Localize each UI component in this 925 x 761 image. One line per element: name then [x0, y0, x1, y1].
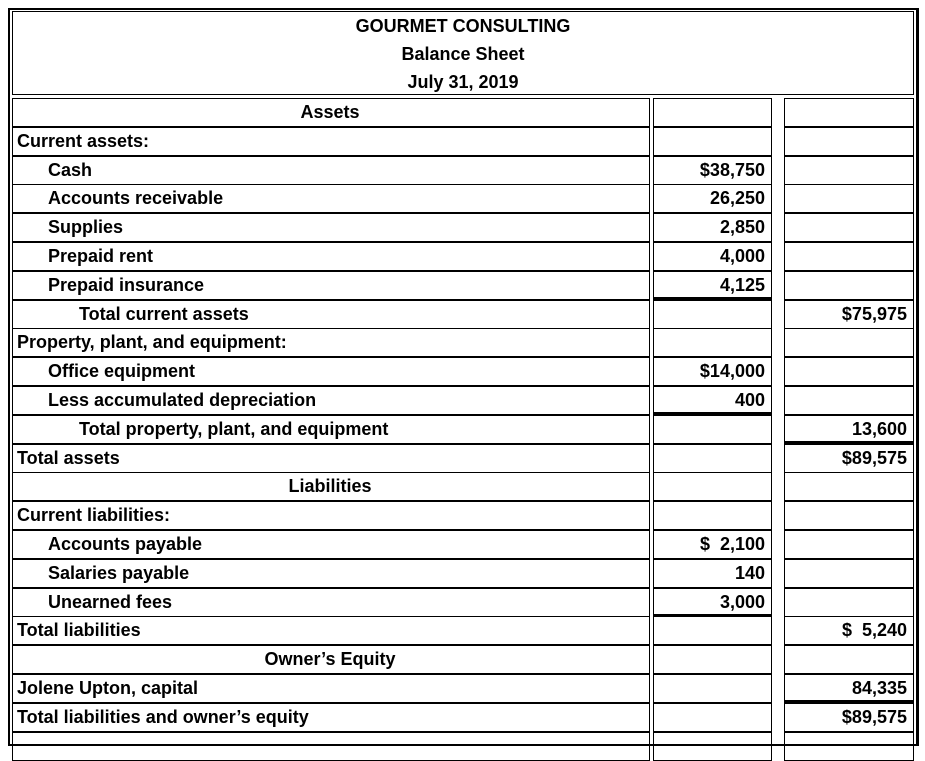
amount-column-2 — [784, 156, 914, 185]
row-label — [12, 444, 650, 473]
table-row — [12, 156, 914, 185]
amount-column-1-text: 400 — [734, 390, 765, 410]
amount-column-1 — [653, 530, 772, 559]
row-label-text: Total liabilities — [17, 620, 141, 641]
amount-column-2-text — [903, 736, 913, 756]
amount-column-1-text — [761, 505, 771, 525]
amount-column-2-text: $89,575 — [841, 706, 907, 727]
row-label-text: Office equipment — [48, 361, 196, 382]
table-row — [12, 357, 914, 386]
amount-column-1 — [653, 559, 772, 588]
amount-column-2 — [784, 444, 914, 473]
amount-column-2-text: $89,575 — [841, 447, 907, 468]
row-label — [12, 559, 650, 588]
amount-column-2-text — [903, 188, 913, 208]
amount-column-2-text: 13,600 — [851, 418, 907, 439]
amount-column-2-text — [903, 534, 913, 554]
amount-column-2-text: $ 5,240 — [841, 620, 907, 641]
row-label-text: Owner’s Equity — [264, 649, 396, 670]
table-row — [12, 616, 914, 645]
row-label — [12, 98, 650, 127]
amount-column-2-text — [903, 131, 913, 151]
amount-column-2-text — [903, 476, 913, 496]
row-label — [12, 127, 650, 156]
amount-column-1-text: $ 2,100 — [699, 534, 765, 554]
row-label — [12, 616, 650, 645]
amount-column-2 — [784, 501, 914, 530]
amount-column-1 — [653, 156, 772, 185]
table-row — [12, 213, 914, 242]
row-label-text: Total liabilities and owner’s equity — [17, 706, 309, 727]
row-label — [12, 674, 650, 703]
section-heading-row — [12, 645, 914, 674]
amount-column-1-text: $38,750 — [699, 159, 765, 180]
row-label-text: Current assets: — [17, 130, 150, 151]
company-name: GOURMET CONSULTING — [355, 16, 571, 36]
table-row — [12, 559, 914, 588]
amount-column-1-text — [761, 448, 771, 468]
table-row — [12, 127, 914, 156]
row-label-text: Unearned fees — [48, 591, 173, 612]
amount-column-1-text — [761, 707, 771, 727]
amount-column-1-text: 26,250 — [709, 188, 765, 209]
amount-column-2 — [784, 732, 914, 761]
amount-column-2 — [784, 415, 914, 444]
amount-column-1 — [653, 472, 772, 501]
amount-column-2-text — [903, 275, 913, 295]
row-label — [12, 271, 650, 300]
row-label-text: Prepaid rent — [48, 246, 154, 266]
row-label-text: Cash — [48, 159, 93, 180]
row-label — [12, 703, 650, 732]
amount-column-2 — [784, 472, 914, 501]
table-row — [12, 732, 914, 761]
table-row — [12, 501, 914, 530]
amount-column-1 — [653, 732, 772, 761]
amount-column-2 — [784, 213, 914, 242]
amount-column-2 — [784, 588, 914, 617]
table-row — [12, 184, 914, 213]
row-label-text: Assets — [300, 102, 360, 122]
amount-column-1-text: 4,125 — [719, 274, 765, 295]
amount-column-1 — [653, 300, 772, 329]
amount-column-2 — [784, 300, 914, 329]
amount-column-2 — [784, 328, 914, 357]
row-label-text: Total assets — [17, 447, 120, 468]
amount-column-1 — [653, 386, 772, 415]
amount-column-2 — [784, 184, 914, 213]
row-label — [12, 530, 650, 559]
section-heading-row — [12, 472, 914, 501]
amount-column-1-text — [761, 620, 771, 640]
table-row — [12, 300, 914, 329]
row-label — [12, 328, 650, 357]
amount-column-2 — [784, 703, 914, 732]
row-label-text: Jolene Upton, capital — [17, 678, 199, 698]
statement-header — [12, 11, 914, 95]
amount-column-1 — [653, 98, 772, 127]
row-label-text: Salaries payable — [48, 562, 190, 583]
amount-column-1-text — [761, 102, 771, 122]
row-label-text: Current liabilities: — [17, 505, 171, 526]
amount-column-1-text: $14,000 — [699, 361, 765, 382]
row-label — [12, 300, 650, 329]
amount-column-1-text — [761, 131, 771, 151]
amount-column-2-text: 84,335 — [851, 678, 907, 698]
statement-date: July 31, 2019 — [407, 72, 519, 92]
row-label-text: Liabilities — [288, 476, 372, 497]
section-heading-row — [12, 98, 914, 127]
table-row — [12, 242, 914, 271]
amount-column-2-text — [903, 246, 913, 266]
table-row — [12, 386, 914, 415]
amount-column-2-text — [903, 160, 913, 180]
amount-column-1 — [653, 588, 772, 617]
amount-column-1-text — [761, 476, 771, 496]
amount-column-1-text — [761, 304, 771, 324]
amount-column-1-text: 3,000 — [719, 591, 765, 612]
amount-column-2 — [784, 674, 914, 703]
amount-column-2 — [784, 559, 914, 588]
row-label — [12, 357, 650, 386]
amount-column-2 — [784, 616, 914, 645]
amount-column-1 — [653, 357, 772, 386]
amount-column-1 — [653, 271, 772, 300]
amount-column-2 — [784, 242, 914, 271]
amount-column-1 — [653, 127, 772, 156]
amount-column-2-text — [903, 505, 913, 525]
amount-column-2 — [784, 386, 914, 415]
amount-column-1 — [653, 213, 772, 242]
amount-column-1-text — [761, 419, 771, 439]
amount-column-2-text — [903, 102, 913, 122]
amount-column-1 — [653, 444, 772, 473]
amount-column-2 — [784, 645, 914, 674]
amount-column-1-text: 140 — [734, 562, 765, 583]
amount-column-2-text — [903, 332, 913, 352]
row-label-text — [13, 736, 23, 756]
row-label — [12, 184, 650, 213]
amount-column-2-text: $75,975 — [841, 303, 907, 324]
row-label-text: Accounts payable — [48, 534, 203, 554]
row-label — [12, 386, 650, 415]
amount-column-1-text — [761, 736, 771, 756]
row-label — [12, 213, 650, 242]
table-row — [12, 588, 914, 617]
amount-column-1 — [653, 328, 772, 357]
amount-column-2 — [784, 271, 914, 300]
amount-column-1 — [653, 415, 772, 444]
amount-column-1-text — [761, 332, 771, 352]
row-label-text: Accounts receivable — [48, 188, 224, 209]
row-label-text: Property, plant, and equipment: — [17, 332, 287, 353]
table-row — [12, 444, 914, 473]
amount-column-2-text — [903, 361, 913, 381]
row-label-text: Prepaid insurance — [48, 274, 205, 295]
amount-column-1 — [653, 184, 772, 213]
amount-column-2 — [784, 357, 914, 386]
row-label — [12, 242, 650, 271]
amount-column-2 — [784, 127, 914, 156]
amount-column-2-text — [903, 563, 913, 583]
statement-title: Balance Sheet — [401, 44, 525, 64]
table-row — [12, 415, 914, 444]
amount-column-1-text: 2,850 — [719, 217, 765, 238]
row-label — [12, 472, 650, 501]
row-label-text: Supplies — [48, 217, 124, 238]
amount-column-1 — [653, 616, 772, 645]
row-label-text: Less accumulated depreciation — [48, 390, 317, 410]
table-row — [12, 271, 914, 300]
amount-column-2 — [784, 530, 914, 559]
amount-column-2-text — [903, 649, 913, 669]
row-label — [12, 588, 650, 617]
amount-column-1-text — [761, 678, 771, 698]
table-row — [12, 674, 914, 703]
amount-column-1 — [653, 674, 772, 703]
table-row — [12, 328, 914, 357]
amount-column-2-text — [903, 217, 913, 237]
row-label-text: Total property, plant, and equipment — [79, 418, 389, 439]
amount-column-1 — [653, 242, 772, 271]
amount-column-2-text — [903, 592, 913, 612]
amount-column-1 — [653, 703, 772, 732]
amount-column-2-text — [903, 390, 913, 410]
row-label — [12, 501, 650, 530]
amount-column-1 — [653, 645, 772, 674]
row-label — [12, 645, 650, 674]
row-label — [12, 156, 650, 185]
table-row — [12, 703, 914, 732]
table-row — [12, 530, 914, 559]
amount-column-1 — [653, 501, 772, 530]
row-label — [12, 415, 650, 444]
amount-column-2 — [784, 98, 914, 127]
row-label — [12, 732, 650, 761]
amount-column-1-text: 4,000 — [719, 246, 765, 266]
amount-column-1-text — [761, 649, 771, 669]
row-label-text: Total current assets — [79, 303, 249, 324]
